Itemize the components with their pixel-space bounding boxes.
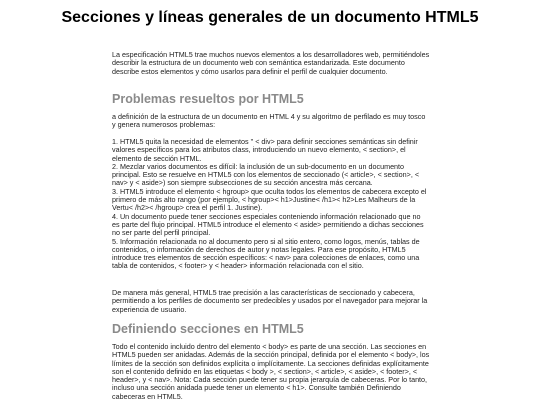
problems-summary-paragraph: De manera más general, HTML5 trae precisión a las características de seccionado y cabecera, permitiendo a los perfiles de documento ser predecibles y usados por el navegador para mejorar la experiencia de usuario.	[112, 288, 428, 314]
problems-list: 1. HTML5 quita la necesidad de elementos " < div> para definir secciones semánticas sin definir valores específicos para los atributos class, introduciendo un nuevo elemento, < section>, el elemento de sección HTML. 2. Mezclar varios documentos es difícil: la inclusión de un sub-documento en un documento principal. Esto se resuelve en HTML5 con los elementos de seccionado (< article>, < section>, < nav> y < aside>) son siempre subsecciones de su sección ancestra más cercana. 3. HTML5 introduce el elemento < hgroup> que oculta todos los elementos de cabecera excepto el primero de más alto rango (por ejemplo, < hgroup>< h1>Justine< /h1>< h2>Les Malheurs de la Vertu< /h2>< /hgroup> crea el perfil 1. Justine). 4. Un documento puede tener secciones especiales conteniendo información relacionado que no es parte del flujo principal. HTML5 introduce el elemento < aside> permitiendo a dichas secciones no ser parte del perfil principal. 5. Información relacionada no al documento pero si al sitio entero, como logos, menús, tablas de contenidos, o información de derechos de autor y notas legales. Para ese propósito, HTML5 introduce tres elementos de sección específicos: < nav> para colecciones de enlaces, como una tabla de contenidos, < footer> y < header> información relacionada con el sitio.	[112, 137, 427, 271]
section-heading-defining: Definiendo secciones en HTML5	[112, 322, 304, 336]
defining-paragraph: Todo el contenido incluido dentro del elemento < body> es parte de una sección. Las secciones en HTML5 pueden ser anidadas. Además de la sección principal, definida por el elemento < body>, los límites de la sección son definidos explícita o implícitamente. La secciones definidas explícitamente son el contenido definido en las etiquetas < body >, < section>, < article>, < aside>, < footer>, < header>, y < nav>. Nota: Cada sección puede tener su propia jerarquía de cabeceras. Por lo tanto, incluso una sección anidada puede tener un elemento < h1>. Consulte también Definiendo cabeceras en HTML5.	[112, 342, 430, 401]
intro-paragraph: La especificación HTML5 trae muchos nuevos elementos a los desarrolladores web, permitiéndoles describir la estructura de un documento web con semántica estandarizada. Este documento describe estos elementos y cómo usarlos para definir el perfil de cualquier documento.	[112, 50, 430, 76]
page-title: Secciones y líneas generales de un documento HTML5	[61, 9, 479, 26]
section-heading-problems: Problemas resueltos por HTML5	[112, 92, 304, 106]
problems-intro-paragraph: a definición de la estructura de un documento en HTML 4 y su algoritmo de perfilado es muy tosco y genera numerosos problemas:	[112, 112, 426, 130]
